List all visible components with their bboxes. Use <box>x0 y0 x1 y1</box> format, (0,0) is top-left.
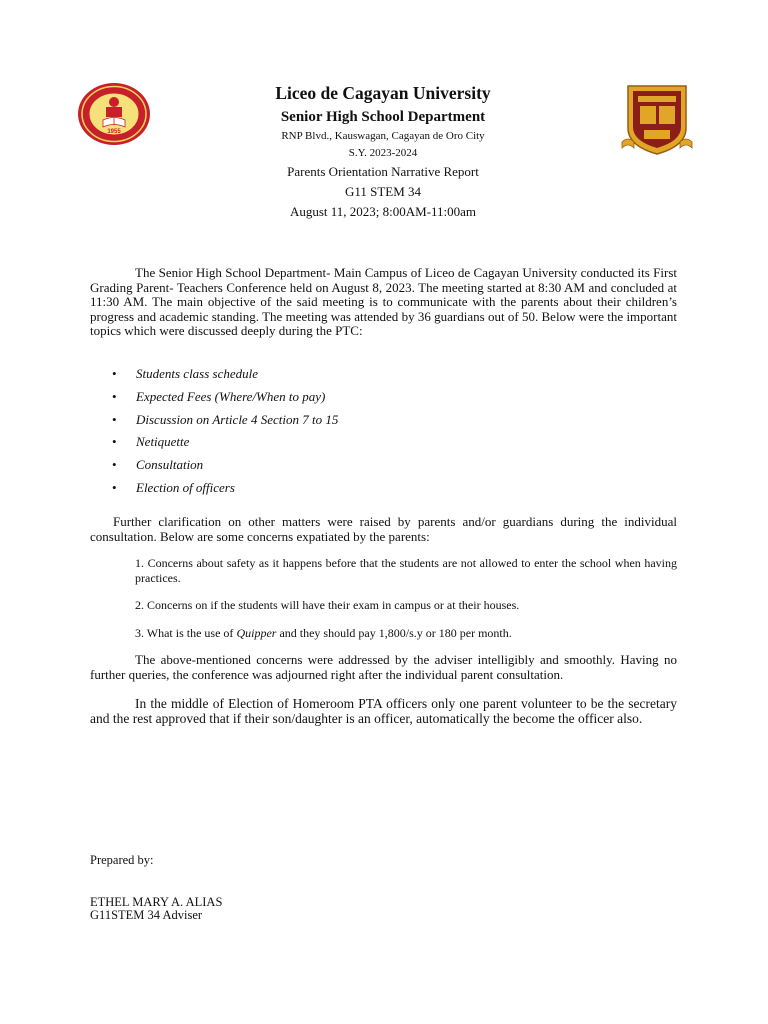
preparer-title: G11STEM 34 Adviser <box>90 908 203 922</box>
bullet-icon: • <box>112 457 117 473</box>
preparer-name: ETHEL MARY A. ALIAS <box>90 895 223 909</box>
list-item: • Discussion on Article 4 Section 7 to 15 <box>112 410 338 433</box>
university-seal-logo <box>77 82 151 146</box>
quipper-term: Quipper <box>236 626 277 640</box>
list-item: • Consultation <box>112 455 338 478</box>
list-item: • Netiquette <box>112 432 338 455</box>
concern-2: 2. Concerns on if the students will have their exam in campus or at their houses. <box>135 598 520 612</box>
school-year: S.Y. 2023-2024 <box>348 147 418 159</box>
report-title: Parents Orientation Narrative Report <box>287 164 479 179</box>
seal-year: 1955 <box>107 129 121 135</box>
document-header <box>200 82 566 222</box>
department-shield-logo <box>618 84 696 156</box>
clarification-paragraph: Further clarification on other matters were raised by parents and/or guardians during the individual consultation. Below are some concerns expatiated by the parents: <box>90 514 677 544</box>
date-time: August 11, 2023; 8:00AM-11:00am <box>289 204 477 219</box>
concern-1: 1. Concerns about safety as it happens before that the students are not allowed to enter the school when having practices. <box>135 556 677 585</box>
list-item: • Students class schedule <box>112 364 338 387</box>
intro-paragraph: The Senior High School Department- Main Campus of Liceo de Cagayan University conducted its First Grading Parent- Teachers Conference held on August 8, 2023. The meeting started at 8:30 AM and concluded at 11:30 AM. The main objective of the said meeting is to communicate with the parents about their children’s progress and academic standing. The meeting was attended by 36 guardians out of 50. Below were the important topics which were discussed deeply during the PTC: <box>90 265 677 338</box>
bullet-icon: • <box>112 479 117 495</box>
addressed-paragraph: The above-mentioned concerns were addressed by the adviser intelligibly and smoothly. Having no further queries, the conference was adjourned right after the individual parent consultation. <box>90 652 677 682</box>
bullet-icon: • <box>112 434 117 450</box>
list-item: • Election of officers <box>112 478 338 501</box>
prepared-by-label: Prepared by: <box>90 853 154 867</box>
section-name: G11 STEM 34 <box>344 184 422 199</box>
topics-list <box>112 364 338 501</box>
bullet-icon: • <box>112 388 117 404</box>
concern-3: 3. What is the use of Quipper and they should pay 1,800/s.y or 180 per month. <box>135 626 512 640</box>
election-paragraph: In the middle of Election of Homeroom PTA officers only one parent volunteer to be the secretary and the rest approved that if their son/daughter is an officer, automatically the become the officer also. <box>90 696 677 726</box>
list-item: • Expected Fees (Where/When to pay) <box>112 387 338 410</box>
bullet-icon: • <box>112 366 117 381</box>
department-name: Senior High School Department <box>280 109 486 125</box>
bullet-icon: • <box>112 411 117 427</box>
university-name: Liceo de Cagayan University <box>275 83 491 103</box>
address: RNP Blvd., Kauswagan, Cagayan de Oro City <box>281 130 485 142</box>
